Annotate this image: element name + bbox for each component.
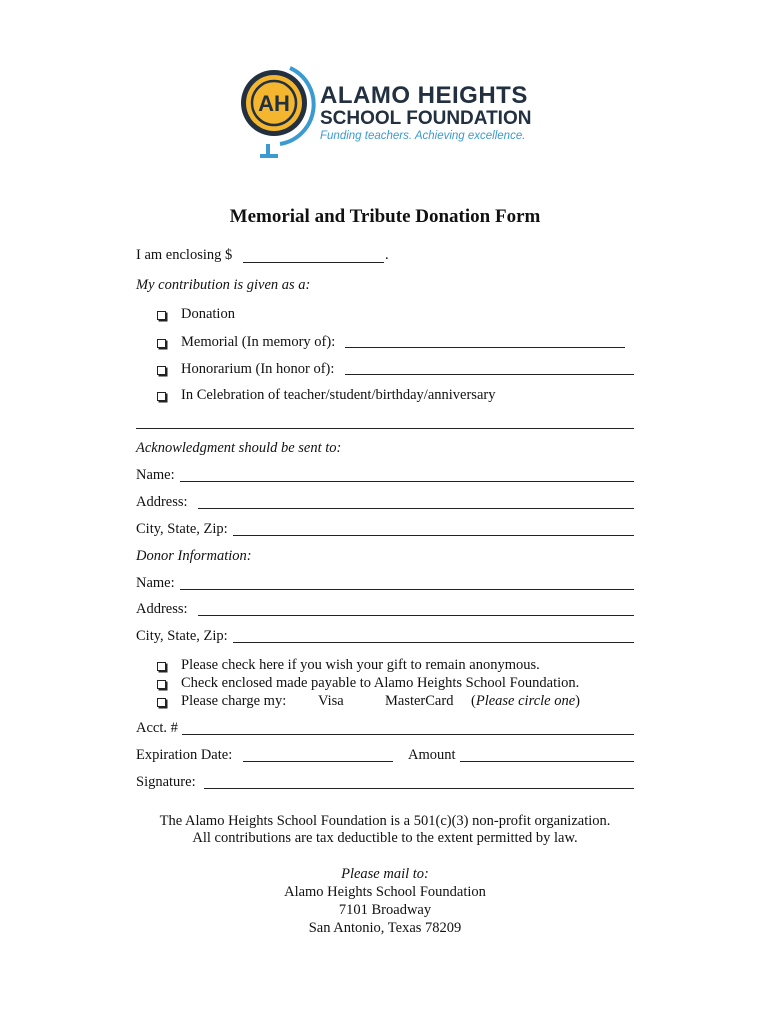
ack-address-label: Address: [136,494,188,510]
globe-logo-icon [238,62,318,162]
enclosing-label: I am enclosing $ [136,247,233,263]
option-donation-label: Donation [181,306,235,322]
celebration-field[interactable] [136,428,634,429]
anonymous-label: Please check here if you wish your gift to remain anonymous. [181,657,540,673]
option-honorarium-label: Honorarium (In honor of): [181,361,335,377]
donor-address-label: Address: [136,601,188,617]
enclosing-amount-field[interactable] [243,262,384,263]
mail-address-3: San Antonio, Texas 78209 [308,920,462,936]
donor-heading: Donor Information: [136,548,252,564]
logo-tagline: Funding teachers. Achieving excellence. [320,130,526,142]
option-celebration-label: In Celebration of teacher/student/birthday/anniversary [181,387,496,403]
honorarium-checkbox[interactable] [157,366,166,375]
ack-name-label: Name: [136,467,175,483]
celebration-checkbox[interactable] [157,392,166,401]
expiration-label: Expiration Date: [136,747,233,763]
memorial-field[interactable] [345,347,625,348]
donation-checkbox[interactable] [157,311,166,320]
logo-line-2: SCHOOL FOUNDATION [320,108,532,129]
form-title: Memorial and Tribute Donation Form [229,206,541,227]
ack-city-field[interactable] [233,535,634,536]
charge-card-label: Please charge my: [181,693,287,709]
ack-heading: Acknowledgment should be sent to: [136,440,342,456]
acct-label: Acct. # [136,720,178,736]
foundation-logo [238,62,538,162]
charge-card-checkbox[interactable] [157,698,166,707]
svg-text:AH: AH [258,91,290,116]
check-enclosed-checkbox[interactable] [157,680,166,689]
signature-field[interactable] [204,788,634,789]
donor-name-label: Name: [136,575,175,591]
donor-name-field[interactable] [180,589,634,590]
logo-line-1: ALAMO HEIGHTS [320,82,528,109]
amount-field[interactable] [460,761,634,762]
honorarium-field[interactable] [345,374,634,375]
option-memorial-label: Memorial (In memory of): [181,334,336,350]
mastercard-option[interactable]: MasterCard [385,693,454,709]
donor-city-field[interactable] [233,642,634,643]
note-close: ) [575,693,580,709]
anonymous-checkbox[interactable] [157,662,166,671]
note-text: Please circle one [475,693,576,709]
ack-name-field[interactable] [180,481,634,482]
visa-option[interactable]: Visa [318,693,344,709]
mail-address-2: 7101 Broadway [338,902,432,918]
enclosing-period: . [385,247,389,263]
nonprofit-statement: The Alamo Heights School Foundation is a 501(c)(3) non-profit organization. [159,813,611,829]
expiration-field[interactable] [243,761,393,762]
memorial-checkbox[interactable] [157,339,166,348]
amount-label: Amount [408,747,456,763]
donor-city-label: City, State, Zip: [136,628,228,644]
circle-one-note [471,693,580,710]
mail-heading: Please mail to: [341,866,429,882]
tax-statement: All contributions are tax deductible to the extent permitted by law. [192,830,578,846]
donor-address-field[interactable] [198,615,634,616]
check-enclosed-label: Check enclosed made payable to Alamo Heights School Foundation. [181,675,580,691]
ack-address-field[interactable] [198,508,634,509]
signature-label: Signature: [136,774,196,790]
ack-city-label: City, State, Zip: [136,521,228,537]
acct-field[interactable] [182,734,634,735]
contribution-heading: My contribution is given as a: [136,277,311,293]
note-open: ( [471,693,476,709]
mail-address-1: Alamo Heights School Foundation [284,884,486,900]
